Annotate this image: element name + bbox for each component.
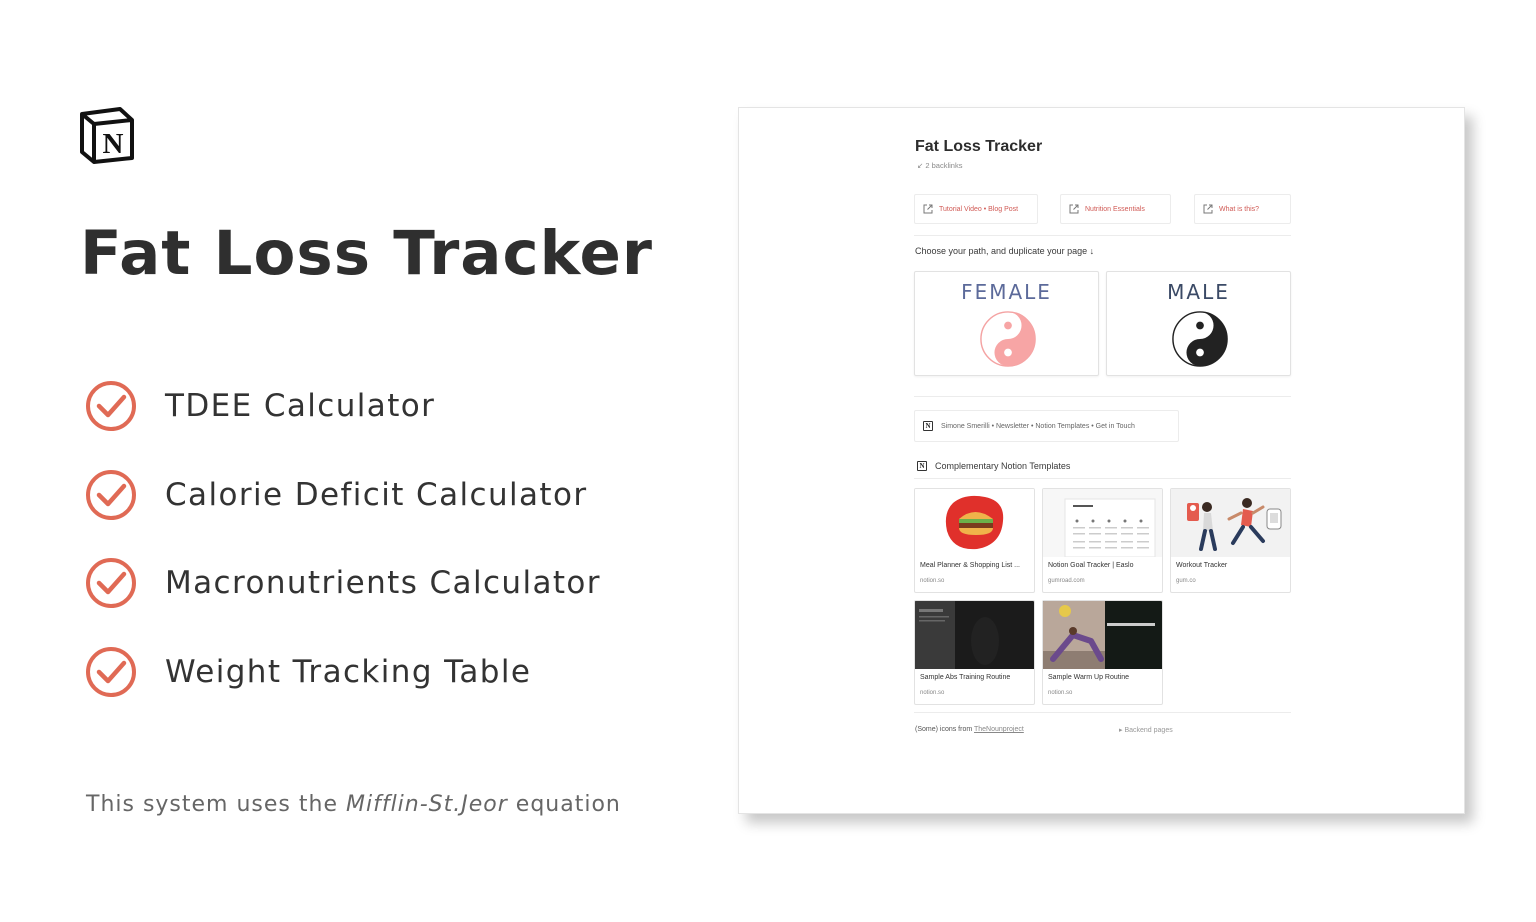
template-name: Sample Warm Up Routine <box>1048 674 1130 681</box>
bookmark-row <box>914 194 1291 224</box>
feature-label: Weight Tracking Table <box>165 653 532 690</box>
preview-title: Fat Loss Tracker <box>915 138 1043 155</box>
bookmark-label: Nutrition Essentials <box>1085 205 1145 213</box>
footnote <box>86 792 621 817</box>
check-circle-icon <box>84 556 138 610</box>
yin-yang-icon <box>1171 310 1229 368</box>
template-card-goal-tracker[interactable] <box>1042 488 1163 593</box>
feature-label: Calorie Deficit Calculator <box>165 476 588 513</box>
external-link-icon <box>1203 204 1213 214</box>
external-link-icon <box>923 204 933 214</box>
female-label: FEMALE <box>961 280 1052 304</box>
credits-links: Simone Smerilli • Newsletter • Notion Templates • Get in Touch <box>941 422 1135 430</box>
workout-illustration <box>1171 489 1291 557</box>
divider <box>914 396 1291 397</box>
hero-title: Fat Loss Tracker <box>80 218 653 289</box>
template-card-workout-tracker[interactable] <box>1170 488 1291 593</box>
footnote-suffix: equation <box>507 792 621 817</box>
external-link-icon <box>1069 204 1079 214</box>
svg-text:N: N <box>102 128 124 160</box>
bookmark-label: What is this? <box>1219 205 1260 213</box>
credits-bookmark[interactable] <box>914 410 1179 442</box>
divider <box>914 235 1291 236</box>
notion-logo-icon: N <box>917 461 927 471</box>
footnote-prefix: This system uses the <box>86 792 346 817</box>
template-name: Meal Planner & Shopping List ... <box>920 562 1021 569</box>
template-host: notion.so <box>920 690 945 696</box>
feature-list <box>84 362 684 716</box>
complementary-label: Complementary Notion Templates <box>935 461 1071 471</box>
footnote-equation: Mifflin-St.Jeor <box>345 792 508 817</box>
template-host: gumroad.com <box>1048 578 1085 584</box>
check-circle-icon <box>84 468 138 522</box>
backend-pages-toggle[interactable]: ▸ Backend pages <box>1119 727 1173 734</box>
complementary-heading <box>917 461 1070 471</box>
template-card-abs-routine[interactable] <box>914 600 1035 705</box>
bookmark-tutorial[interactable] <box>914 194 1038 224</box>
icons-credit-prefix: (Some) icons from <box>915 726 974 733</box>
yin-yang-icon <box>979 310 1037 368</box>
template-name: Sample Abs Training Routine <box>920 674 1011 681</box>
backlinks-link[interactable]: ↙ 2 backlinks <box>917 161 963 170</box>
template-name: Workout Tracker <box>1176 562 1228 569</box>
template-card-meal-planner[interactable] <box>914 488 1035 593</box>
burger-icon <box>915 489 1035 557</box>
abs-routine-thumbnail <box>915 601 1035 669</box>
check-circle-icon <box>84 379 138 433</box>
feature-label: Macronutrients Calculator <box>165 565 601 602</box>
bookmark-label: Tutorial Video • Blog Post <box>939 205 1019 213</box>
feature-label: TDEE Calculator <box>165 388 436 425</box>
warm-up-thumbnail <box>1043 601 1163 669</box>
feature-item <box>84 628 684 717</box>
female-card[interactable] <box>914 271 1099 376</box>
notion-logo-icon <box>78 106 136 164</box>
feature-item <box>84 539 684 628</box>
feature-item <box>84 451 684 540</box>
template-card-warm-up-routine[interactable] <box>1042 600 1163 705</box>
bookmark-what-is-this[interactable] <box>1194 194 1291 224</box>
male-label: MALE <box>1167 280 1230 304</box>
divider <box>914 712 1291 713</box>
icons-credit <box>915 726 1024 733</box>
male-card[interactable] <box>1106 271 1291 376</box>
goal-tracker-thumbnail <box>1043 489 1163 557</box>
feature-item <box>84 362 684 451</box>
check-circle-icon <box>84 645 138 699</box>
notion-page-preview <box>738 107 1465 814</box>
template-host: gum.co <box>1176 578 1196 584</box>
bookmark-nutrition[interactable] <box>1060 194 1171 224</box>
template-host: notion.so <box>920 578 945 584</box>
notion-logo-icon: N <box>923 421 933 431</box>
template-host: notion.so <box>1048 690 1073 696</box>
divider <box>914 478 1291 479</box>
template-name: Notion Goal Tracker | Easlo <box>1048 562 1134 569</box>
choose-heading: Choose your path, and duplicate your page ↓ <box>915 246 1095 256</box>
nounproject-link[interactable]: TheNounproject <box>974 726 1024 733</box>
